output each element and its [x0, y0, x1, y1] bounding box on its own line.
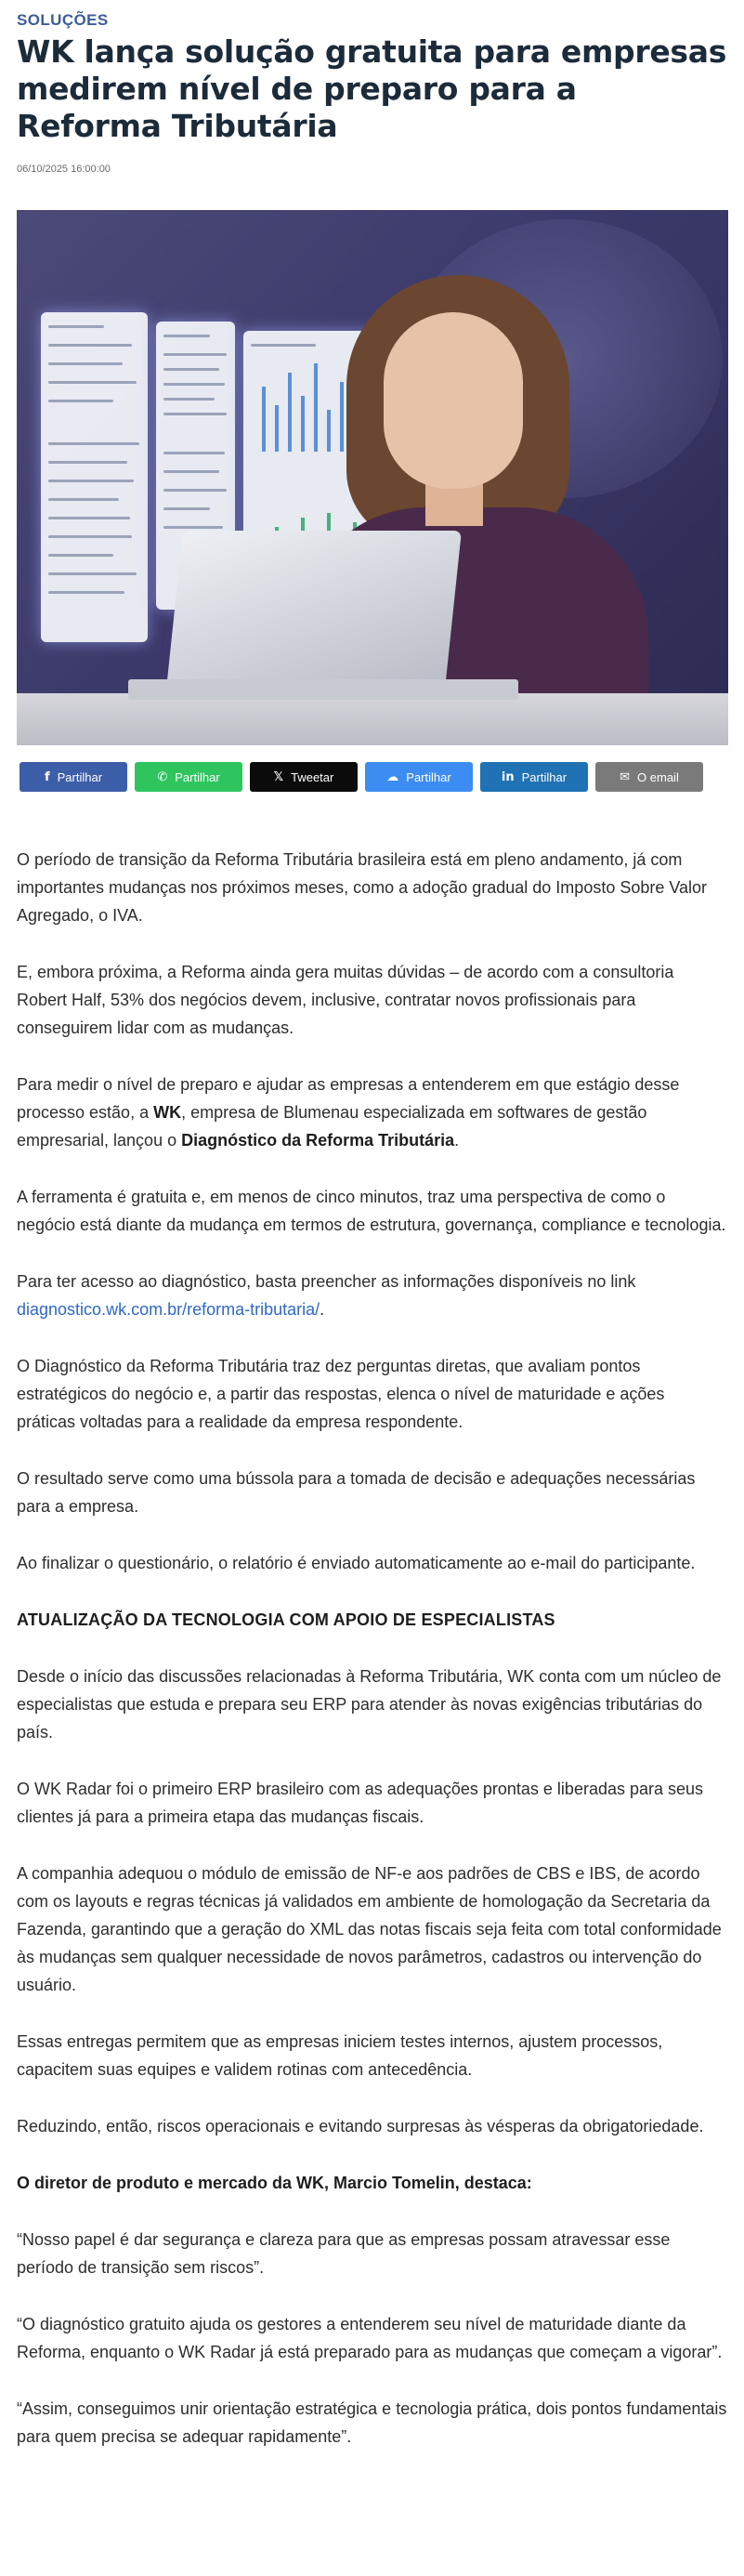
paragraph: O resultado serve como uma bússola para a tomada de decisão e adequações necessárias para a empresa.: [17, 1469, 696, 1516]
share-label: O email: [637, 769, 679, 784]
hero-image: [17, 210, 728, 745]
paragraph: O WK Radar foi o primeiro ERP brasileiro com as adequações prontas e liberadas para seus clientes já para a primeira etapa das mudanças fiscais.: [17, 1780, 704, 1826]
share-messenger-button[interactable]: [365, 762, 473, 792]
paragraph: Para ter acesso ao diagnóstico, basta preencher as informações disponíveis no link diagnostico.wk.com.br/reforma-tributaria/.: [17, 1272, 636, 1319]
share-whatsapp-button[interactable]: [135, 762, 242, 792]
share-x-button[interactable]: [250, 762, 358, 792]
quote: “O diagnóstico gratuito ajuda os gestores a entenderem seu nível de maturidade diante da Reforma, enquanto o WK Radar já está preparado para as mudanças que começam a vigorar”.: [17, 2315, 723, 2361]
paragraph: O Diagnóstico da Reforma Tributária traz dez perguntas diretas, que avaliam pontos estratégicos do negócio e, a partir das respostas, elenca o nível de maturidade e ações práticas voltadas para a realidade da empresa respondente.: [17, 1357, 665, 1431]
whatsapp-icon: ✆: [157, 769, 168, 784]
quote-intro: O diretor de produto e mercado da WK, Marcio Tomelin, destaca:: [17, 2174, 532, 2192]
paragraph: Reduzindo, então, riscos operacionais e evitando surpresas às vésperas da obrigatoriedade.: [17, 2117, 704, 2136]
diagnostico-link[interactable]: diagnostico.wk.com.br/reforma-tributaria/: [17, 1300, 320, 1319]
laptop-base: [128, 679, 518, 700]
facebook-icon: f: [44, 769, 50, 784]
paragraph: A companhia adequou o módulo de emissão de NF-e aos padrões de CBS e IBS, de acordo com os layouts e regras técnicas já validados em ambiente de homologação da Secretaria da Fazenda, garantindo que a geração do XML das notas fiscais seja feita com total conformidade às mudanças sem qualquer necessidade de novos parâmetros, cadastros ou intervenção do usuário.: [17, 1864, 722, 1994]
share-bar: [17, 762, 727, 792]
quote: “Nosso papel é dar segurança e clareza para que as empresas possam atravessar esse período de transição sem riscos”.: [17, 2230, 671, 2277]
linkedin-icon: in: [501, 769, 515, 784]
article-title: WK lança solução gratuita para empresas medirem nível de preparo para a Reforma Tributária: [17, 33, 727, 144]
publish-date: 06/10/2025 16:00:00: [17, 164, 111, 175]
share-label: Tweetar: [291, 769, 334, 784]
email-icon: ✉: [620, 769, 631, 784]
person-face: [384, 312, 523, 489]
share-label: Partilhar: [57, 769, 103, 784]
category-label[interactable]: SOLUÇÕES: [17, 11, 109, 29]
article-body: [17, 846, 727, 2451]
messenger-icon: ☁: [386, 769, 399, 784]
section-heading: ATUALIZAÇÃO DA TECNOLOGIA COM APOIO DE ESPECIALISTAS: [17, 1610, 555, 1629]
share-email-button[interactable]: [595, 762, 703, 792]
x-icon: 𝕏: [273, 769, 284, 784]
share-linkedin-button[interactable]: [480, 762, 588, 792]
desk: [17, 693, 728, 745]
dashboard-panel-left: [41, 312, 148, 642]
share-facebook-button[interactable]: [20, 762, 127, 792]
quote: “Assim, conseguimos unir orientação estratégica e tecnologia prática, dois pontos fundamentais para quem precisa se adequar rapidamente”.: [17, 2399, 727, 2446]
paragraph: O período de transição da Reforma Tributária brasileira está em pleno andamento, já com importantes mudanças nos próximos meses, como a adoção gradual do Imposto Sobre Valor Agregado, o IVA.: [17, 850, 708, 925]
paragraph: Essas entregas permitem que as empresas iniciem testes internos, ajustem processos, capacitem suas equipes e validem rotinas com antecedência.: [17, 2032, 663, 2079]
bold-diagnostico: Diagnóstico da Reforma Tributária: [181, 1131, 455, 1150]
paragraph: Ao finalizar o questionário, o relatório é enviado automaticamente ao e-mail do participante.: [17, 1554, 696, 1572]
paragraph: A ferramenta é gratuita e, em menos de cinco minutos, traz uma perspectiva de como o negócio está diante da mudança em termos de estrutura, governança, compliance e tecnologia.: [17, 1188, 726, 1234]
bold-wk: WK: [153, 1103, 182, 1122]
laptop: [166, 531, 462, 689]
paragraph: Desde o início das discussões relacionadas à Reforma Tributária, WK conta com um núcleo de especialistas que estuda e prepara seu ERP para atender às novas exigências tributárias do país.: [17, 1667, 722, 1741]
paragraph: Para medir o nível de preparo e ajudar as empresas a entenderem em que estágio desse processo estão, a WK, empresa de Blumenau especializada em softwares de gestão empresarial, lançou o Diagnóstico da Reforma Tributária.: [17, 1075, 680, 1150]
share-label: Partilhar: [521, 769, 568, 784]
paragraph: E, embora próxima, a Reforma ainda gera muitas dúvidas – de acordo com a consultoria Robert Half, 53% dos negócios devem, inclusive, contratar novos profissionais para conseguirem lidar com as mudanças.: [17, 963, 674, 1037]
share-label: Partilhar: [175, 769, 220, 784]
share-label: Partilhar: [406, 769, 451, 784]
